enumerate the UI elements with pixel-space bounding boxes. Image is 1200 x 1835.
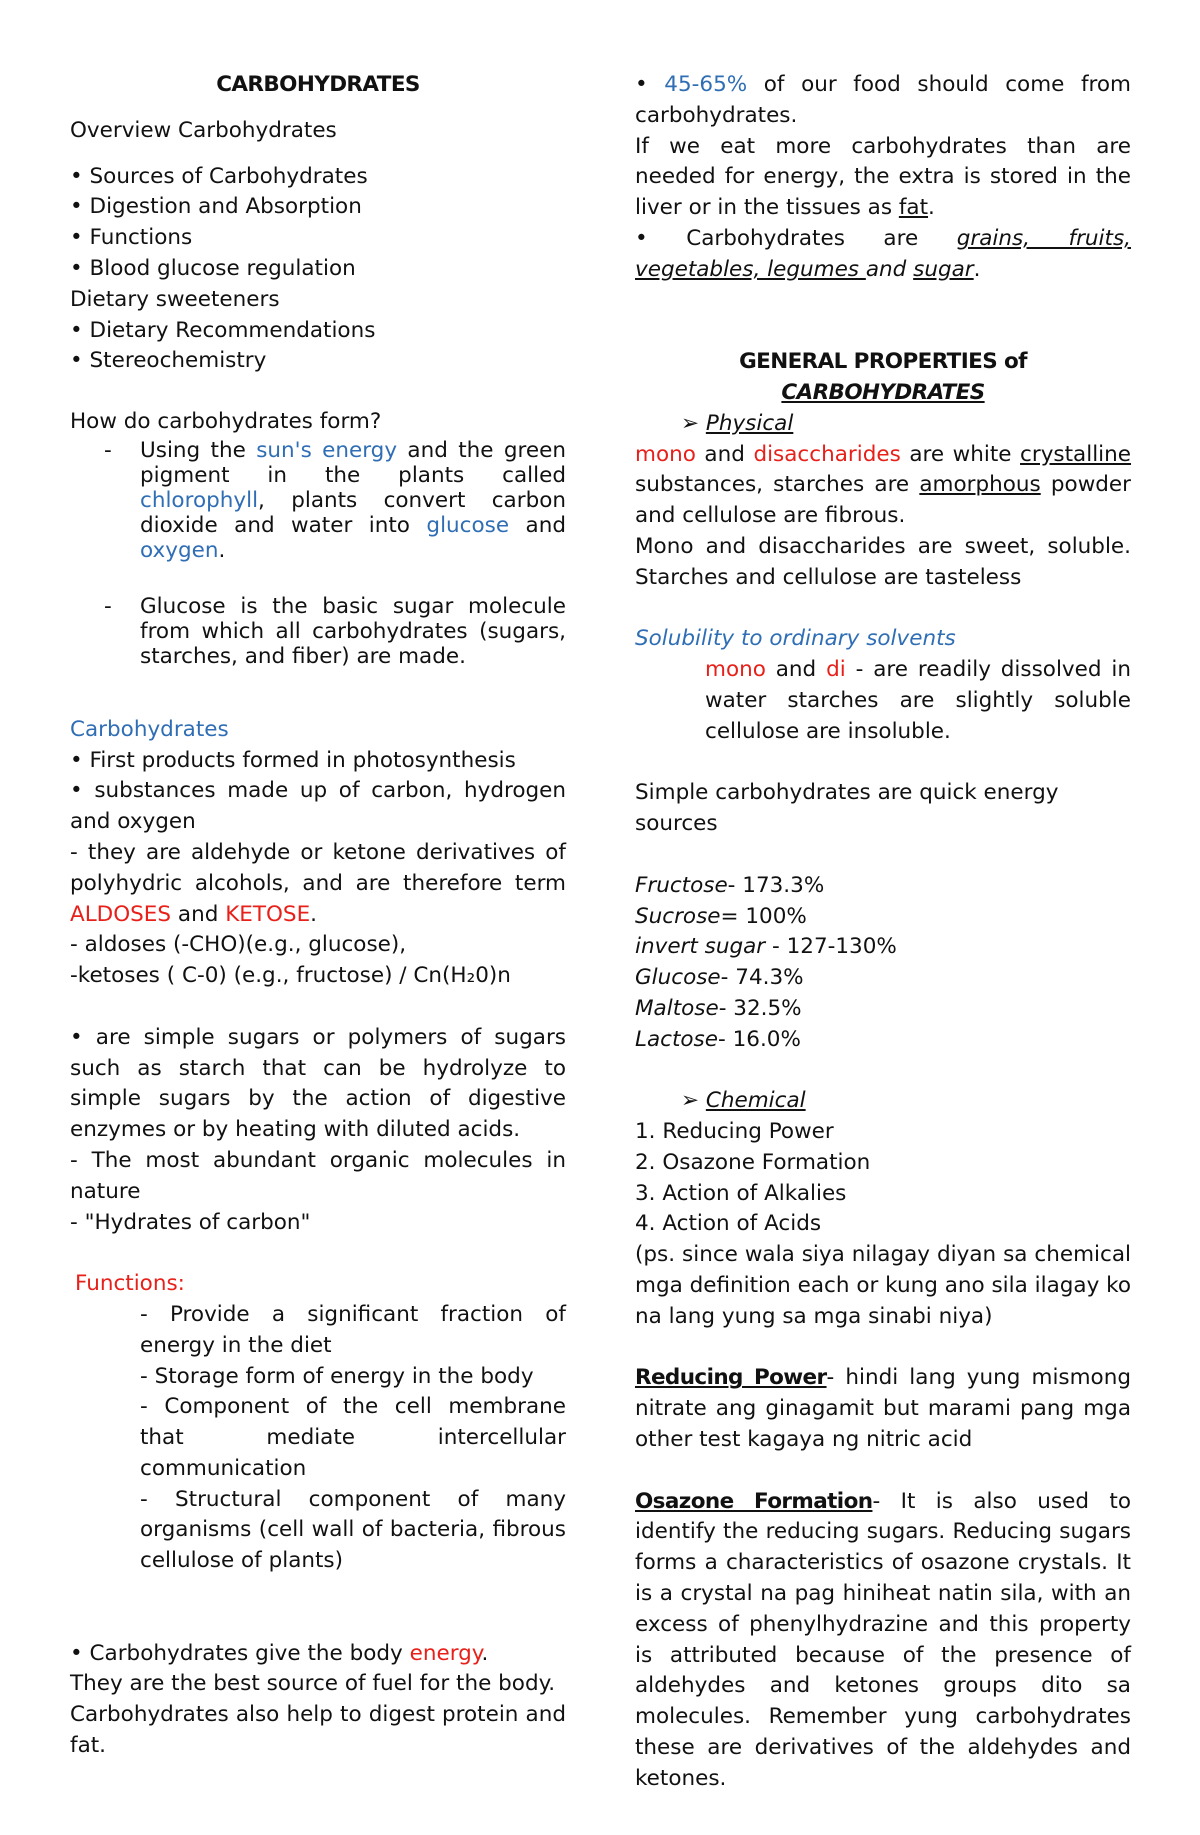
osazone-text: Osazone Formation- It is also used to identify the reducing sugars. Reducing sugars forms a characteristics of osazone crystals. It is a crystal na pag hiniheat natin sila, with an excess of phenylhydrazine and this property is attributed because of the presence of aldehydes and ketones groups dito sa molecules. Remember yung carbohydrates these are derivatives of the aldehydes and ketones. [635,1488,1131,1791]
section-title: GENERAL PROPERTIES of [739,349,1027,375]
page-title: CARBOHYDRATES [216,72,420,97]
chem-item: 1. Reducing Power [635,1119,834,1145]
list-item: • First products formed in photosynthesis [70,747,516,773]
list-item: • Stereochemistry [70,348,267,374]
help-digest-text: Carbohydrates also help to digest protein and fat. [70,1702,566,1759]
list-item: • Dietary Recommendations [70,317,376,343]
function-item: - Structural component of many organisms (cell wall of bacteria, fibrous cellulose of plants) [140,1486,566,1574]
ps-note: (ps. since wala siya nilagay diyan sa chemical mga definition each or kung ano sila ilagay ko na lang yung sa mga sinabi niya) [635,1242,1131,1329]
arrow-icon: ➢ [681,1088,700,1114]
simple-quick-text: Simple carbohydrates are quick energy sources [635,780,1059,837]
sweetness-row: Fructose- 173.3% [635,872,825,898]
solubility-heading: Solubility to ordinary solvents [635,626,956,652]
physical-text: mono and disaccharides are white crystalline substances, starches are amorphous powder and cellulose are fibrous. [635,441,1131,529]
form-item-1: - Using the sun's energy and the green pigment in the plants called chlorophyll, plants convert carbon dioxide and water into glucose and oxygen. [104,437,566,563]
list-item: • Sources of Carbohydrates [70,163,368,189]
sweetness-row: Glucose- 74.3% [635,965,804,991]
best-source-text: They are the best source of fuel for the body. [70,1671,556,1697]
solubility-text: mono and di - are readily dissolved in water starches are slightly soluble cellulose are insoluble. [705,657,1131,744]
function-item: - Provide a significant fraction of energy in the diet [140,1301,566,1358]
physical-heading: ➢ Physical [681,410,794,436]
right-column [635,70,1131,1795]
list-item: • are simple sugars or polymers of sugars such as starch that can be hydrolyze to simple sugars by the action of digestive enzymes or by heating with diluted acids. [70,1024,566,1143]
carbs-heading: Carbohydrates [70,716,229,742]
left-column [70,70,566,1762]
chem-item: 2. Osazone Formation [635,1149,871,1175]
how-form-question: How do carbohydrates form? [70,409,382,435]
sweetness-row: Sucrose= 100% [635,903,807,929]
excess-text: If we eat more carbohydrates than are needed for energy, the extra is stored in the liver or in the tissues as fat. [635,133,1131,221]
chemical-heading: ➢ Chemical [681,1088,806,1114]
list-item: • Blood glucose regulation [70,255,356,281]
overview-heading: Overview Carbohydrates [70,117,337,143]
carbs-derivatives: - they are aldehyde or ketone derivatives of polyhydric alcohols, and are therefore term ALDOSES and KETOSE. [70,839,566,927]
aldoses-example: - aldoses (-CHO)(e.g., glucose), [70,932,407,958]
ketoses-example: -ketoses ( C-0) (e.g., fructose) / Cn(H₂0)n [70,963,511,989]
list-item: • Digestion and Absorption [70,194,362,220]
function-item: - Component of the cell membrane that mediate intercellular communication [140,1394,566,1481]
sweetness-row: invert sugar - 127-130% [635,934,897,960]
list-item: • 45-65% of our food should come from carbohydrates. [635,72,1131,128]
chem-item: 4. Action of Acids [635,1211,822,1237]
chem-item: 3. Action of Alkalies [635,1180,847,1206]
list-item: • substances made up of carbon, hydrogen and oxygen [70,778,566,835]
arrow-icon: ➢ [681,410,700,436]
sweetness-row: Maltose- 32.5% [635,995,802,1021]
function-item: - Storage form of energy in the body [140,1363,534,1389]
list-item: Dietary sweeteners [70,286,280,312]
sweetness-row: Lactose- 16.0% [635,1026,801,1052]
section-title-2: CARBOHYDRATES [781,379,985,405]
form-item-2: - Glucose is the basic sugar molecule from which all carbohydrates (sugars, starches, and fiber) are made. [104,593,566,669]
reducing-power-text: Reducing Power- hindi lang yung mismong nitrate ang ginagamit but marami pang mga other test kagaya ng nitric acid [635,1365,1131,1453]
list-item: • Carbohydrates are grains, fruits, vegetables, legumes and sugar. [635,225,1131,282]
functions-heading: Functions: [75,1271,185,1297]
hydrates-text: - "Hydrates of carbon" [70,1209,311,1235]
abundant-text: - The most abundant organic molecules in nature [70,1147,566,1204]
sweet-text: Mono and disaccharides are sweet, soluble. Starches and cellulose are tasteless [635,533,1131,590]
list-item: • Functions [70,225,193,251]
list-item: • Carbohydrates give the body energy. [70,1640,489,1666]
